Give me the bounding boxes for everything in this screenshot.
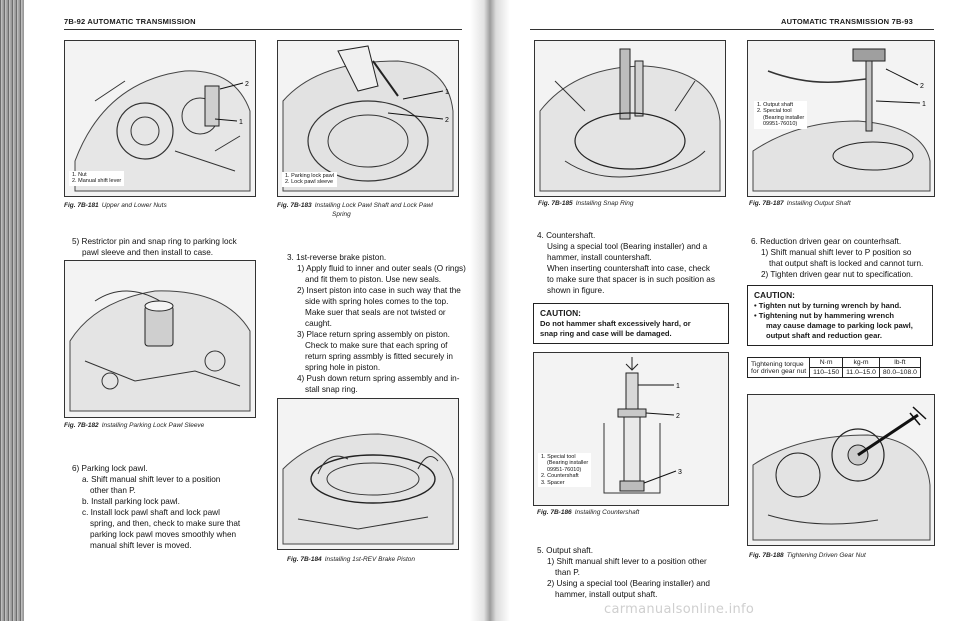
text-line: 1) Apply fluid to inner and outer seals (O rings) <box>297 264 466 273</box>
torque-value-cell: 80.0–108.0 <box>879 368 920 378</box>
text-line: to make sure that spacer is in such position as <box>547 275 715 284</box>
figure-188-title: Tightening Driven Gear Nut <box>786 552 866 559</box>
watermark: carmanualsonline.info <box>604 602 755 617</box>
figure-183-title-line1: Installing Lock Pawl Shaft and Lock Pawl <box>314 202 433 209</box>
figure-186-number: Fig. 7B-186 <box>537 509 572 516</box>
text-line: manual shift lever is moved. <box>90 541 192 550</box>
torque-label-line: for driven gear nut <box>751 367 807 375</box>
text-line: 1) Shift manual shift lever to P position so <box>761 248 912 257</box>
caution-line: may cause damage to parking lock pawl, <box>766 321 913 330</box>
step-3-brake-piston <box>287 252 466 395</box>
text-line: 6) Parking lock pawl. <box>72 464 148 473</box>
right-header-rule <box>530 29 934 30</box>
figure-186-caption <box>537 509 639 516</box>
text-line: than P. <box>555 568 580 577</box>
right-page-header: AUTOMATIC TRANSMISSION 7B-93 <box>781 17 913 26</box>
figure-184-caption <box>287 556 415 563</box>
figure-183-legend <box>282 172 337 187</box>
figure-186-legend-item: (Bearing installer <box>547 460 589 467</box>
figure-183-legend-item: 1. Parking lock pawl <box>285 173 334 179</box>
figure-183-caption-line2: Spring <box>332 211 351 218</box>
caution-box-driven-gear <box>747 285 933 346</box>
svg-text:1: 1 <box>239 119 243 126</box>
figure-186-legend-item: 1. Special tool <box>541 454 576 460</box>
text-line: 5. Output shaft. <box>537 546 593 555</box>
svg-text:2: 2 <box>920 83 924 90</box>
figure-187-caption <box>749 200 851 207</box>
figure-184-title: Installing 1st-REV Brake Piston <box>324 556 416 563</box>
binding-edge <box>0 0 24 621</box>
figure-181-legend-item: 2. Manual shift lever <box>72 178 122 185</box>
text-line: 4. Countershaft. <box>537 231 596 240</box>
figure-7b-181-illustration <box>64 40 256 197</box>
text-line: shown in figure. <box>547 286 605 295</box>
figure-7b-182-illustration <box>64 260 256 418</box>
figure-184-number: Fig. 7B-184 <box>287 556 322 563</box>
text-line: side with spring holes comes to the top. <box>305 297 449 306</box>
torque-value-cell: 11.0–15.0 <box>843 368 880 378</box>
figure-182-title: Installing Parking Lock Pawl Sleeve <box>101 422 205 429</box>
figure-181-legend-item: 1. Nut <box>72 172 87 178</box>
text-line: caught. <box>305 319 332 328</box>
step-6-reduction-driven-gear <box>751 236 923 280</box>
text-line: parking lock pawl moves smoothly when <box>90 530 237 539</box>
text-line: other than P. <box>90 486 136 495</box>
text-line: 2) Tighten driven gear nut to specification. <box>761 270 914 279</box>
figure-7b-184-illustration <box>277 398 459 550</box>
step-6-parking-lock-pawl <box>72 463 240 551</box>
text-line: 3) Place return spring assembly on piston. <box>297 330 450 339</box>
caution-line: output shaft and reduction gear. <box>766 331 883 340</box>
text-line: Using a special tool (Bearing installer) and a <box>547 242 708 251</box>
svg-text:2: 2 <box>245 81 249 88</box>
caution-title: CAUTION: <box>754 290 795 300</box>
text-line: and fit them to piston. Use new seals. <box>305 275 442 284</box>
text-line: Make suer that seals are not twisted or <box>305 308 446 317</box>
caution-title: CAUTION: <box>540 308 581 318</box>
text-line: stall snap ring. <box>305 385 358 394</box>
unit-header-cell: kg-m <box>843 358 880 368</box>
figure-181-title: Upper and Lower Nuts <box>101 202 167 209</box>
table-row <box>748 358 921 368</box>
caution-line: • Tighten nut by turning wrench by hand. <box>754 301 902 310</box>
text-line: pawl sleeve and then install to case. <box>82 248 214 257</box>
text-line: that output shaft is locked and cannot turn. <box>769 259 924 268</box>
figure-185-caption <box>538 200 634 207</box>
caution-line: snap ring and case will be damaged. <box>540 329 672 338</box>
text-line: a. Shift manual shift lever to a position <box>82 475 221 484</box>
figure-186-title: Installing Countershaft <box>574 509 640 516</box>
svg-text:2: 2 <box>445 117 449 124</box>
figure-181-legend <box>69 171 124 186</box>
figure-188-caption <box>749 552 866 559</box>
figure-187-number: Fig. 7B-187 <box>749 200 784 207</box>
text-line: 5) Restrictor pin and snap ring to parking lock <box>72 237 237 246</box>
svg-text:1: 1 <box>922 101 926 108</box>
figure-7b-188-illustration <box>747 394 935 546</box>
step-5-parking-lock-sleeve <box>72 236 237 258</box>
figure-187-legend-item: (Bearing installer <box>763 114 805 121</box>
text-line: Check to make sure that each spring of <box>305 341 448 350</box>
figure-183-legend-item: 2. Lock pawl sleeve <box>285 179 333 186</box>
left-header-rule <box>64 29 462 30</box>
figure-183-number: Fig. 7B-183 <box>277 202 312 209</box>
figure-182-number: Fig. 7B-182 <box>64 422 99 429</box>
figure-7b-185-illustration <box>534 40 726 197</box>
svg-text:2: 2 <box>676 413 680 420</box>
figure-7b-187-illustration <box>747 40 935 197</box>
left-page-header: 7B-92 AUTOMATIC TRANSMISSION <box>64 17 196 26</box>
figure-186-legend-item: 2. Countershaft <box>541 473 579 480</box>
figure-187-legend-item: 1. Output shaft <box>757 102 794 108</box>
figure-182-caption <box>64 422 204 429</box>
text-line: spring hole in piston. <box>305 363 381 372</box>
figure-181-number: Fig. 7B-181 <box>64 202 99 209</box>
text-line: 6. Reduction driven gear on counterhsaft. <box>751 237 902 246</box>
figure-186-legend <box>538 453 591 487</box>
torque-label-cell <box>748 358 810 378</box>
figure-185-number: Fig. 7B-185 <box>538 200 573 207</box>
torque-label-line: Tightening torque <box>751 360 804 368</box>
figure-187-legend-item: 2. Special tool <box>757 108 792 115</box>
text-line: 3. 1st-reverse brake piston. <box>287 253 387 262</box>
unit-header-cell: lb-ft <box>879 358 920 368</box>
caution-line: Do not hammer shaft excessively hard, or <box>540 319 691 328</box>
text-line: 2) Insert piston into case in such way that the <box>297 286 461 295</box>
figure-187-legend-item: 09951-76010) <box>763 121 798 128</box>
figure-186-legend-item: 09951-76010) <box>547 466 582 473</box>
torque-value-cell: 110–150 <box>810 368 843 378</box>
svg-text:1: 1 <box>445 89 449 96</box>
figure-185-title: Installing Snap Ring <box>575 200 634 207</box>
unit-header-cell: N·m <box>810 358 843 368</box>
svg-text:3: 3 <box>678 469 682 476</box>
figure-183-caption <box>277 202 433 209</box>
figure-7b-186-illustration <box>533 352 729 506</box>
text-line: spring, and then, check to make sure that <box>90 519 241 528</box>
svg-text:1: 1 <box>676 383 680 390</box>
text-line: When inserting countershaft into case, check <box>547 264 710 273</box>
text-line: hammer, install output shaft. <box>555 590 658 599</box>
step-4-countershaft <box>537 230 715 296</box>
step-5-output-shaft <box>537 545 710 600</box>
figure-187-legend <box>754 101 807 129</box>
figure-7b-183-illustration <box>277 40 459 197</box>
figure-187-title: Installing Output Shaft <box>786 200 851 207</box>
text-line: return spring assmbly is fitted securely in <box>305 352 453 361</box>
text-line: c. Install lock pawl shaft and lock pawl <box>82 508 220 517</box>
text-line: 2) Using a special tool (Bearing installer) and <box>547 579 710 588</box>
figure-186-legend-item: 3. Spacer <box>541 479 565 486</box>
text-line: 4) Push down return spring assembly and in- <box>297 374 460 383</box>
caution-line: • Tightening nut by hammering wrench <box>754 311 895 320</box>
text-line: b. Install parking lock pawl. <box>82 497 180 506</box>
page-gutter <box>470 0 510 621</box>
text-line: hammer, install countershaft. <box>547 253 652 262</box>
text-line: 1) Shift manual shift lever to a position other <box>547 557 707 566</box>
figure-181-caption <box>64 202 167 209</box>
figure-188-number: Fig. 7B-188 <box>749 552 784 559</box>
caution-box-countershaft <box>533 303 729 344</box>
torque-spec-table <box>747 357 921 378</box>
